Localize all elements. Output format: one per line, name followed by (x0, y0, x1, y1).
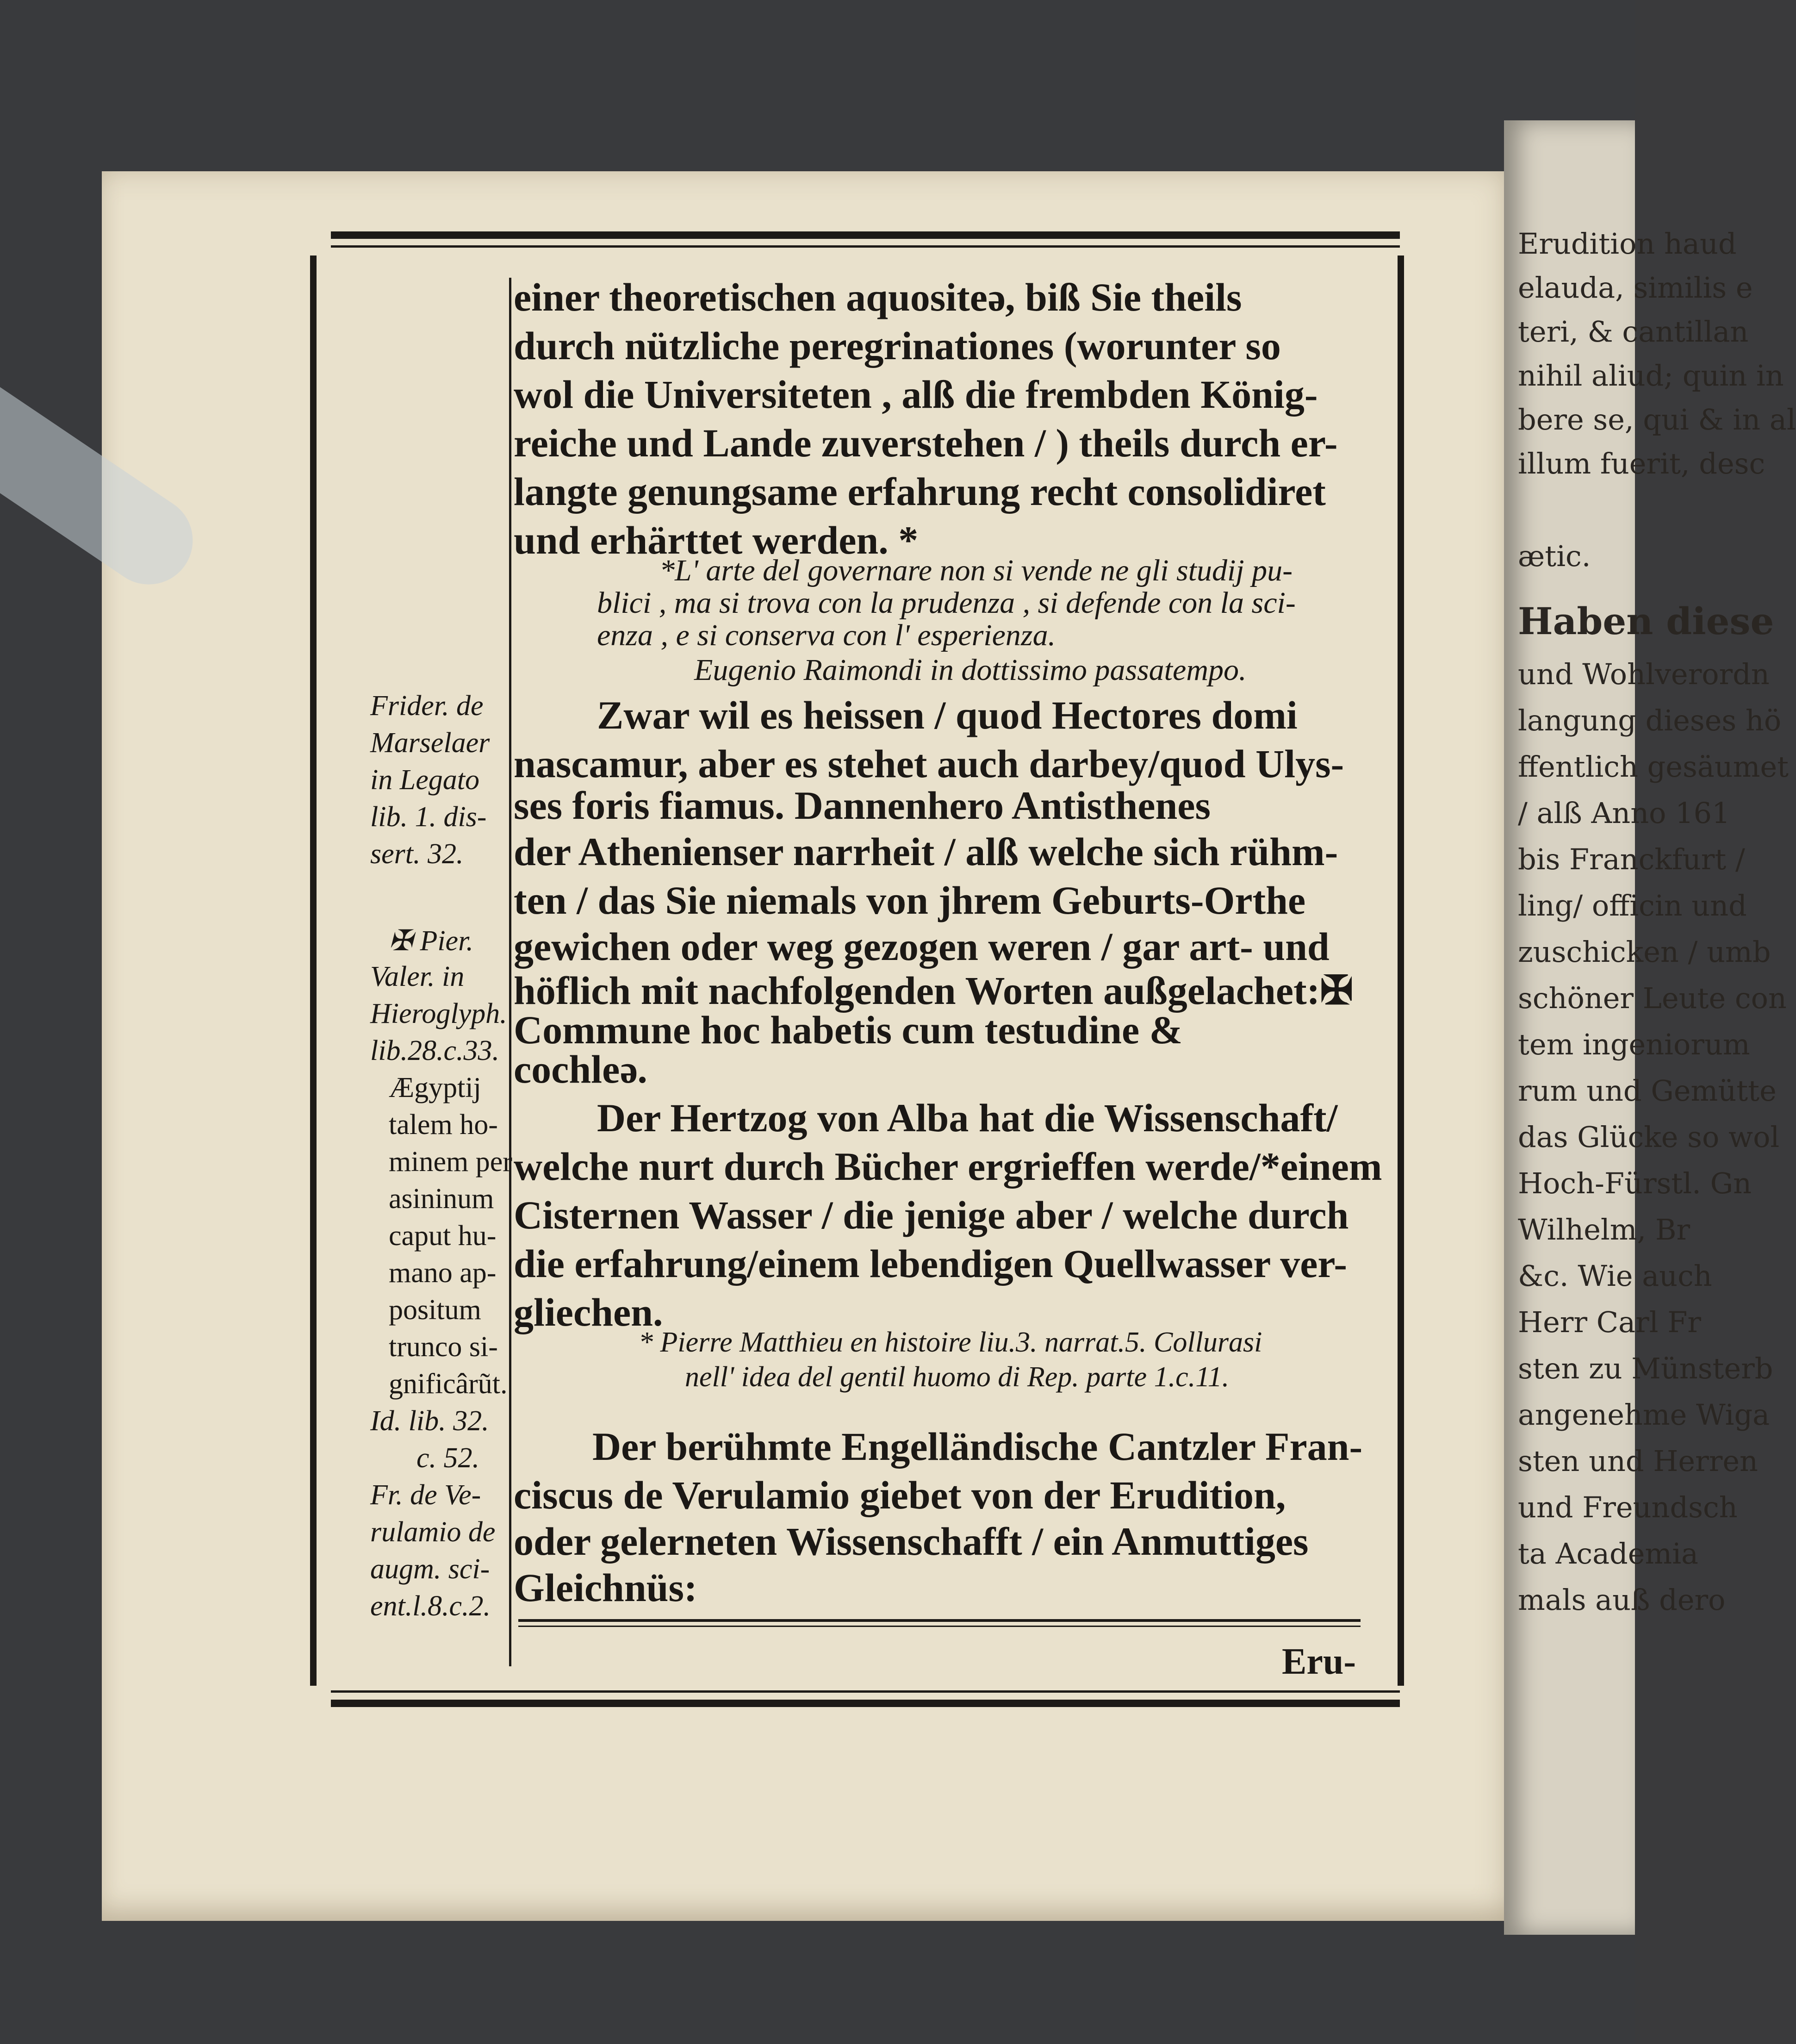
margin-note-line: asininum (389, 1183, 494, 1215)
body-line: Der Hertzog von Alba hat die Wissenschaft/ (597, 1096, 1338, 1140)
facing-line: ling/ officin und (1518, 889, 1747, 922)
margin-note-line: Frider. de (370, 690, 484, 722)
margin-note-line: Marselaer (370, 727, 490, 759)
margin-note-line: rulamio de (370, 1516, 496, 1548)
margin-note-line: sert. 32. (370, 838, 464, 870)
margin-note-line: caput hu- (389, 1220, 497, 1252)
facing-line: schöner Leute con (1518, 981, 1787, 1015)
facing-line: zuschicken / umb (1518, 935, 1771, 969)
margin-note-line: augm. sci- (370, 1553, 490, 1585)
body-line: einer theoretischen aquositeǝ, biß Sie theils (514, 275, 1242, 319)
facing-line: Hoch-Fürstl. Gn (1518, 1166, 1752, 1200)
margin-note-line: gnificârũt. (389, 1368, 508, 1400)
facing-line: Herr Carl Fr (1518, 1305, 1701, 1339)
body-line: Gleichnüs: (514, 1565, 697, 1610)
body-line: höflich mit nachfolgenden Worten außgelachet:✠ (514, 968, 1354, 1013)
footer-rule (518, 1626, 1361, 1627)
margin-note-line: trunco si- (389, 1331, 498, 1363)
body-line: durch nützliche peregrinationes (worunter so (514, 324, 1281, 368)
facing-line: / alß Anno 161 (1518, 796, 1730, 830)
frame-border-left (310, 256, 317, 1686)
frame-border-top (331, 231, 1400, 239)
facing-line: Wilhelm, Br (1518, 1213, 1690, 1246)
body-line: cochleǝ. (514, 1047, 647, 1091)
margin-note-line: lib.28.c.33. (370, 1035, 499, 1066)
facing-line: und Wohlverordn (1518, 657, 1770, 691)
margin-note-line: mano ap- (389, 1257, 497, 1289)
margin-note-line: talem ho- (389, 1109, 498, 1140)
footnote-line: *L' arte del governare non si vende ne gli studij pu- (659, 554, 1293, 587)
body-line: reiche und Lande zuverstehen / ) theils durch er- (514, 421, 1338, 465)
facing-line: ffentlich gesäumet (1518, 750, 1789, 784)
margin-note-line: Valer. in (370, 961, 465, 992)
facing-line: das Glücke so wol (1518, 1120, 1780, 1154)
body-line: gliechen. (514, 1290, 663, 1334)
frame-border-bottom (331, 1700, 1400, 1707)
body-line: ten / das Sie niemals von jhrem Geburts-Orthe (514, 878, 1306, 922)
facing-line: mals auß dero (1518, 1583, 1726, 1617)
body-line: die erfahrung/einem lebendigen Quellwasser ver- (514, 1241, 1348, 1286)
body-line: Cisternen Wasser / die jenige aber / welche durch (514, 1193, 1349, 1237)
margin-note-line: in Legato (370, 764, 479, 796)
body-line: Zwar wil es heissen / quod Hectores domi (597, 693, 1298, 737)
margin-note-line: lib. 1. dis- (370, 801, 487, 833)
facing-line: sten und Herren (1518, 1444, 1758, 1478)
margin-column-divider (509, 278, 511, 1666)
facing-line: bis Franckfurt / (1518, 842, 1745, 876)
facing-line: bere se, qui & in al (1518, 403, 1796, 436)
facing-line: angenehme Wiga (1518, 1398, 1770, 1432)
facing-line: nihil aliud; quin in (1518, 359, 1784, 393)
body-line: ciscus de Verulamio giebet von der Erudition, (514, 1473, 1286, 1517)
facing-line: langung dieses hö (1518, 704, 1782, 737)
frame-inner-rule-bottom (331, 1690, 1400, 1693)
facing-line: elauda, similis e (1518, 271, 1753, 305)
margin-note-line: ent.l.8.c.2. (370, 1590, 491, 1622)
footnote-line: blici , ma si trova con la prudenza , si defende con la sci- (597, 586, 1296, 620)
facing-line: tem ingeniorum (1518, 1028, 1750, 1061)
facing-line: ætic. (1518, 539, 1591, 573)
margin-note-line: ✠ Pier. (389, 925, 473, 957)
body-line: oder gelerneten Wissenschafft / ein Anmuttiges (514, 1519, 1309, 1564)
margin-note-line: Hieroglyph. (370, 998, 507, 1029)
facing-line: rum und Gemütte (1518, 1074, 1777, 1108)
facing-line: Erudition haud (1518, 227, 1737, 261)
facing-line: teri, & cantillan (1518, 315, 1749, 349)
margin-note-line: Ægyptij (389, 1072, 481, 1103)
body-line: langte genungsame erfahrung recht consolidiret (514, 469, 1326, 514)
facing-line: ta Academia (1518, 1537, 1699, 1570)
body-line: welche nurt durch Bücher ergrieffen werde/*einem (514, 1144, 1382, 1189)
margin-note-line: Fr. de Ve- (370, 1479, 481, 1511)
body-line: ses foris fiamus. Dannenhero Antisthenes (514, 783, 1211, 828)
footnote-source: Eugenio Raimondi in dottissimo passatempo. (694, 653, 1247, 687)
margin-note-line: positum (389, 1294, 481, 1326)
body-line: nascamur, aber es stehet auch darbey/quod Ulys- (514, 742, 1344, 786)
footnote-line: nell' idea del gentil huomo di Rep. parte 1.c.11. (685, 1361, 1230, 1393)
margin-note-line: Id. lib. 32. (370, 1405, 489, 1437)
facing-line: sten zu Münsterb (1518, 1352, 1773, 1385)
body-line: Commune hoc habetis cum testudine & (514, 1008, 1183, 1052)
facing-page (1504, 120, 1796, 1935)
body-line: der Athenienser narrheit / alß welche sich rühm- (514, 829, 1338, 874)
facing-line: &c. Wie auch (1518, 1259, 1712, 1293)
margin-note-line: c. 52. (416, 1442, 480, 1474)
frame-inner-rule-top (331, 245, 1400, 248)
footnote-line: enza , e si conserva con l' esperienza. (597, 618, 1056, 652)
facing-line: Haben diese (1518, 599, 1774, 643)
facing-line: und Freundsch (1518, 1490, 1738, 1524)
body-line: gewichen oder weg gezogen weren / gar art- und (514, 924, 1330, 969)
footnote-line: * Pierre Matthieu en histoire liu.3. narrat.5. Collurasi (639, 1327, 1262, 1358)
margin-note-line: minem per (389, 1146, 512, 1178)
body-line: und erhärttet werden. * (514, 518, 919, 562)
facing-line: illum fuerit, desc (1518, 447, 1765, 480)
body-line: Der berühmte Engelländische Cantzler Fran- (592, 1424, 1363, 1469)
catchword: Eru- (1282, 1641, 1356, 1682)
footer-rule (518, 1619, 1361, 1622)
frame-border-right (1398, 256, 1404, 1686)
body-line: wol die Universiteten , alß die frembden König- (514, 372, 1318, 417)
